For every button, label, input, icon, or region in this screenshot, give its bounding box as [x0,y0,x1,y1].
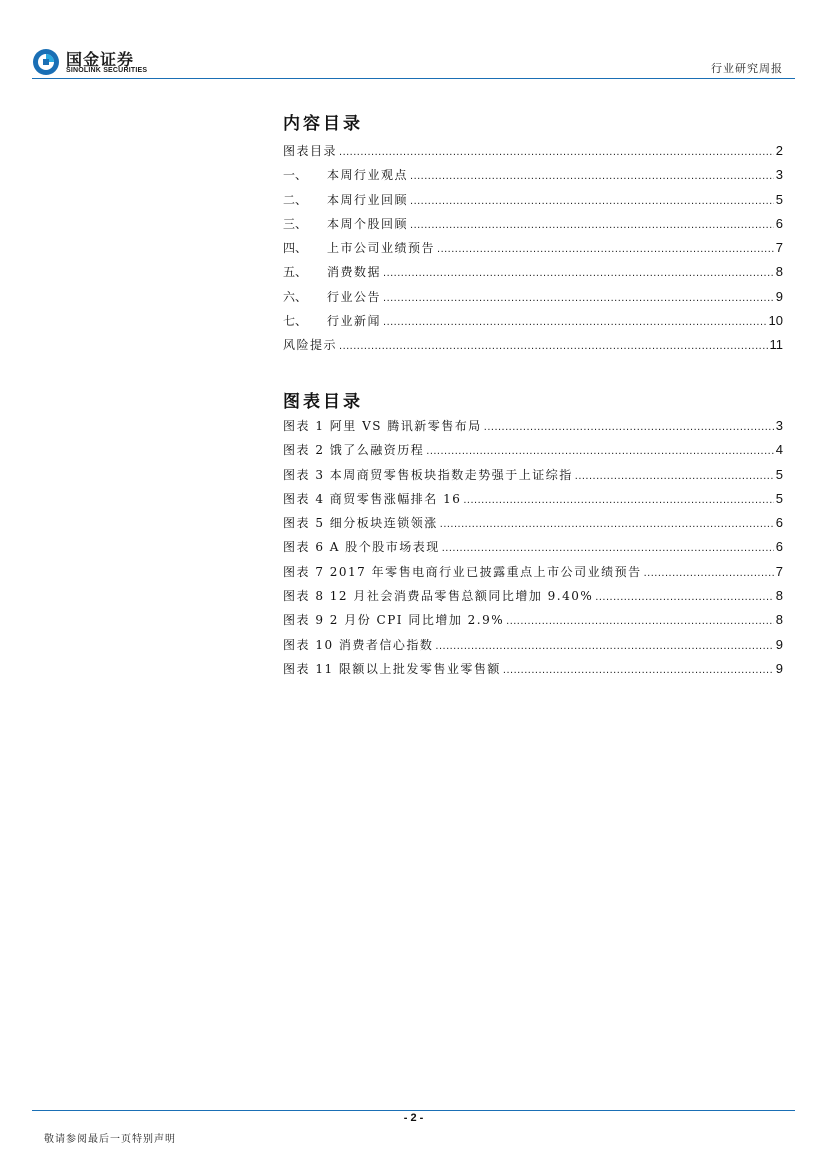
dot-leader [410,195,774,207]
figure-entry-label: 图表 5 细分板块连锁领涨 [283,516,438,531]
figure-entry-label: 图表 7 2017 年零售电商行业已披露重点上市公司业绩预告 [283,564,642,579]
dot-leader [442,542,774,554]
figure-entry-label: 图表 10 消费者信心指数 [283,637,434,652]
figure-entry[interactable] [283,538,783,562]
figure-entry-page: 6 [775,515,783,531]
figure-entry-label: 图表 3 本周商贸零售板块指数走势强于上证综指 [283,467,573,482]
dot-leader [437,243,774,255]
logo-english-name: SINOLINK SECURITIES [66,67,148,74]
figure-entry-label: 图表 9 2 月份 CPI 同比增加 2.9% [283,613,505,628]
dot-leader [426,445,774,457]
toc-entry-page: 10 [768,313,783,329]
figure-entry[interactable] [283,441,783,465]
toc-entry-label: 行业公告 [327,289,382,304]
figure-entry-page: 9 [775,636,783,652]
toc-entry-number: 一、 [283,168,308,183]
toc-entry-page: 8 [775,264,783,280]
figure-entry[interactable] [283,490,783,514]
toc-entry-label: 消费数据 [327,265,382,280]
figure-entry-page: 5 [775,466,783,482]
figure-entry-page: 6 [775,539,783,555]
disclaimer-note: 敬请参阅最后一页特别声明 [44,1134,176,1145]
toc-entry-page: 11 [769,337,783,353]
toc-entry[interactable] [283,239,783,263]
figure-entry[interactable] [283,466,783,490]
figure-entry[interactable] [283,636,783,660]
toc-entry[interactable] [283,336,783,360]
toc-entry-number: 七、 [283,314,308,329]
figure-entry[interactable] [283,660,783,684]
toc-entry-number: 三、 [283,216,308,231]
figure-entry[interactable] [283,587,783,611]
dot-leader [503,664,774,676]
dot-leader [410,170,774,182]
dot-leader [506,615,774,627]
figure-entry-label: 图表 4 商贸零售涨幅排名 16 [283,491,462,506]
dot-leader [484,421,774,433]
toc-entry-label: 本周行业观点 [327,168,409,183]
dot-leader [383,267,774,279]
toc-entry-number: 五、 [283,265,308,280]
figure-entry-label: 图表 2 饿了么融资历程 [283,443,425,458]
dot-leader [383,316,767,328]
figure-entry[interactable] [283,514,783,538]
toc-entry-number: 二、 [283,192,308,207]
figure-entry[interactable] [283,611,783,635]
toc-entry-number: 四、 [283,241,308,256]
toc-entry-label: 风险提示 [283,338,338,353]
toc-entry[interactable] [283,312,783,336]
figure-entry-page: 5 [775,490,783,506]
toc-entry[interactable] [283,215,783,239]
dot-leader [410,219,774,231]
page-number: - 2 - [403,1112,424,1124]
dot-leader [339,340,767,352]
dot-leader [463,494,773,506]
dot-leader [644,567,774,579]
toc-entry-page: 5 [775,191,783,207]
toc-entry[interactable] [283,288,783,312]
figure-entry-page: 8 [775,588,783,604]
figure-entry[interactable] [283,563,783,587]
dot-leader [383,292,774,304]
report-type-label: 行业研究周报 [711,62,783,75]
figure-entry-label: 图表 11 限额以上批发零售业零售额 [283,661,501,676]
company-logo [32,46,162,80]
figures-list [283,417,783,684]
dot-leader [435,640,773,652]
toc-entry-label: 图表目录 [283,144,338,158]
dot-leader [440,518,774,530]
toc-entry-page: 9 [775,288,783,304]
figure-entry-page: 9 [775,660,783,676]
figure-entry-page: 4 [775,442,783,458]
toc-entry[interactable] [283,191,783,215]
figure-entry-page: 3 [775,418,783,433]
toc-entry-label: 行业新闻 [327,314,382,329]
sinolink-logo-icon [32,48,60,76]
toc-entry-page: 2 [775,143,783,158]
figures-title: 图表目录 [283,392,363,412]
figure-entry-label: 图表 1 阿里 VS 腾讯新零售布局 [283,419,482,433]
contents-title: 内容目录 [283,114,363,134]
toc-entry[interactable] [283,142,783,166]
toc-entry-page: 7 [775,240,783,256]
toc-entry-label: 上市公司业绩预告 [327,241,436,256]
dot-leader [339,146,774,158]
figure-entry-page: 8 [775,612,783,628]
contents-list [283,142,783,361]
header-divider [32,78,795,79]
toc-entry-label: 本周个股回顾 [327,216,409,231]
toc-entry-page: 6 [775,215,783,231]
toc-entry-number: 六、 [283,289,308,304]
logo-chinese-name: 国金证券 [66,50,135,69]
figure-entry-label: 图表 6 A 股个股市场表现 [283,540,440,555]
figure-entry-label: 图表 8 12 月社会消费品零售总额同比增加 9.40% [283,589,594,604]
toc-entry-page: 3 [775,167,783,183]
figure-entry-page: 7 [775,563,783,579]
figure-entry[interactable] [283,417,783,441]
footer-divider [32,1110,795,1111]
toc-entry-label: 本周行业回顾 [327,192,409,207]
dot-leader [575,470,774,482]
toc-entry[interactable] [283,263,783,287]
dot-leader [595,591,773,603]
toc-entry[interactable] [283,166,783,190]
